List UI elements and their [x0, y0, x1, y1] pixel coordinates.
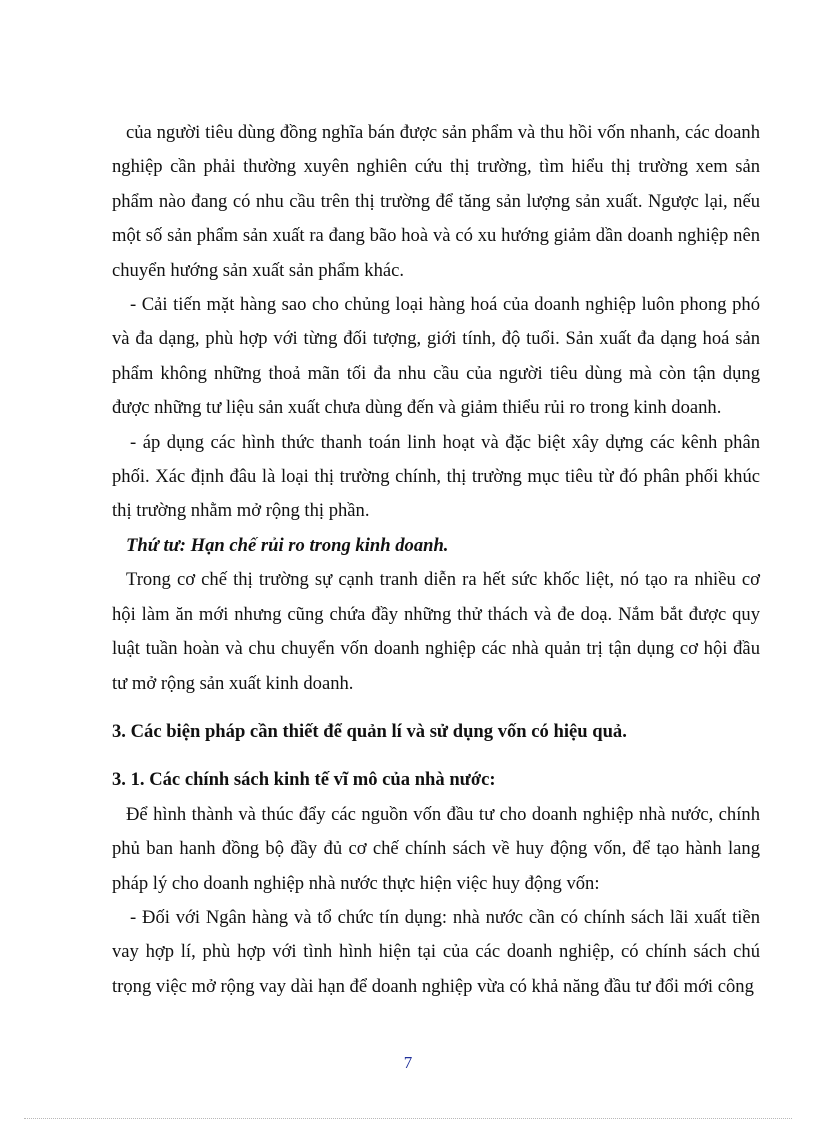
heading-risk-limitation: Thứ tư: Hạn chế rủi ro trong kinh doanh. [126, 534, 449, 556]
section-heading-capital-measures: 3. Các biện pháp cần thiết để quản lí và sử dụng vốn có hiệu quả. [112, 720, 627, 742]
document-body [112, 116, 760, 1004]
paragraph-market-competition: Trong cơ chế thị trường sự cạnh tranh diễn ra hết sức khốc liệt, nó tạo ra nhiều cơ hội làm ăn mới nhưng cũng chứa đầy những thử thách và đe doạ. Nắm bắt được quy luật tuần hoàn và chu chuyển vốn doanh nghiệp các nhà quản trị tận dụng cơ hội đầu tư mở rộng sản xuất kinh doanh. [112, 569, 760, 694]
page-number: 7 [403, 1053, 413, 1072]
paragraph-capital-mobilization: Để hình thành và thúc đẩy các nguồn vốn đầu tư cho doanh nghiệp nhà nước, chính phủ ban hanh đồng bộ đầy đủ cơ chế chính sách về huy động vốn, để tạo hành lang pháp lý cho doanh nghiệp nhà nước thực hiện việc huy động vốn: [112, 803, 760, 894]
footer-divider [24, 1118, 792, 1119]
paragraph-banks-credit: - Đối với Ngân hàng và tổ chức tín dụng: nhà nước cần có chính sách lãi xuất tiền vay hợp lí, phù hợp với tình hình hiện tại của các doanh nghiệp, có chính sách chú trọng việc mở rộng vay dài hạn để doanh nghiệp vừa có khả năng đầu tư đổi mới công [112, 906, 760, 997]
subsection-heading-macro-policies: 3. 1. Các chính sách kinh tế vĩ mô của nhà nước: [112, 769, 496, 791]
paragraph-payment-distribution: - áp dụng các hình thức thanh toán linh hoạt và đặc biệt xây dựng các kênh phân phối. Xác định đâu là loại thị trường chính, thị trường mục tiêu từ đó phân phối khúc thị trường nhằm mở rộng thị phần. [112, 431, 760, 522]
paragraph-market-research: của người tiêu dùng đồng nghĩa bán được sản phẩm và thu hồi vốn nhanh, các doanh nghiệp cần phải thường xuyên nghiên cứu thị trường, tìm hiểu thị trường xem sản phẩm nào đang có nhu cầu trên thị trường để tăng sản lượng sản xuất. Ngược lại, nếu một số sản phẩm sản xuất ra đang bão hoà và có xu hướng giảm dần doanh nghiệp nên chuyển hướng sản xuất sản phẩm khác. [112, 122, 760, 281]
paragraph-product-improvement: - Cải tiến mặt hàng sao cho chủng loại hàng hoá của doanh nghiệp luôn phong phó và đa dạng, phù hợp với từng đối tượng, giới tính, độ tuổi. Sản xuất đa dạng hoá sản phẩm không những thoả mãn tối đa nhu cầu của người tiêu dùng mà còn tận dụng được những tư liệu sản xuất chưa dùng đến và giảm thiểu rủi ro trong kinh doanh. [112, 294, 760, 419]
